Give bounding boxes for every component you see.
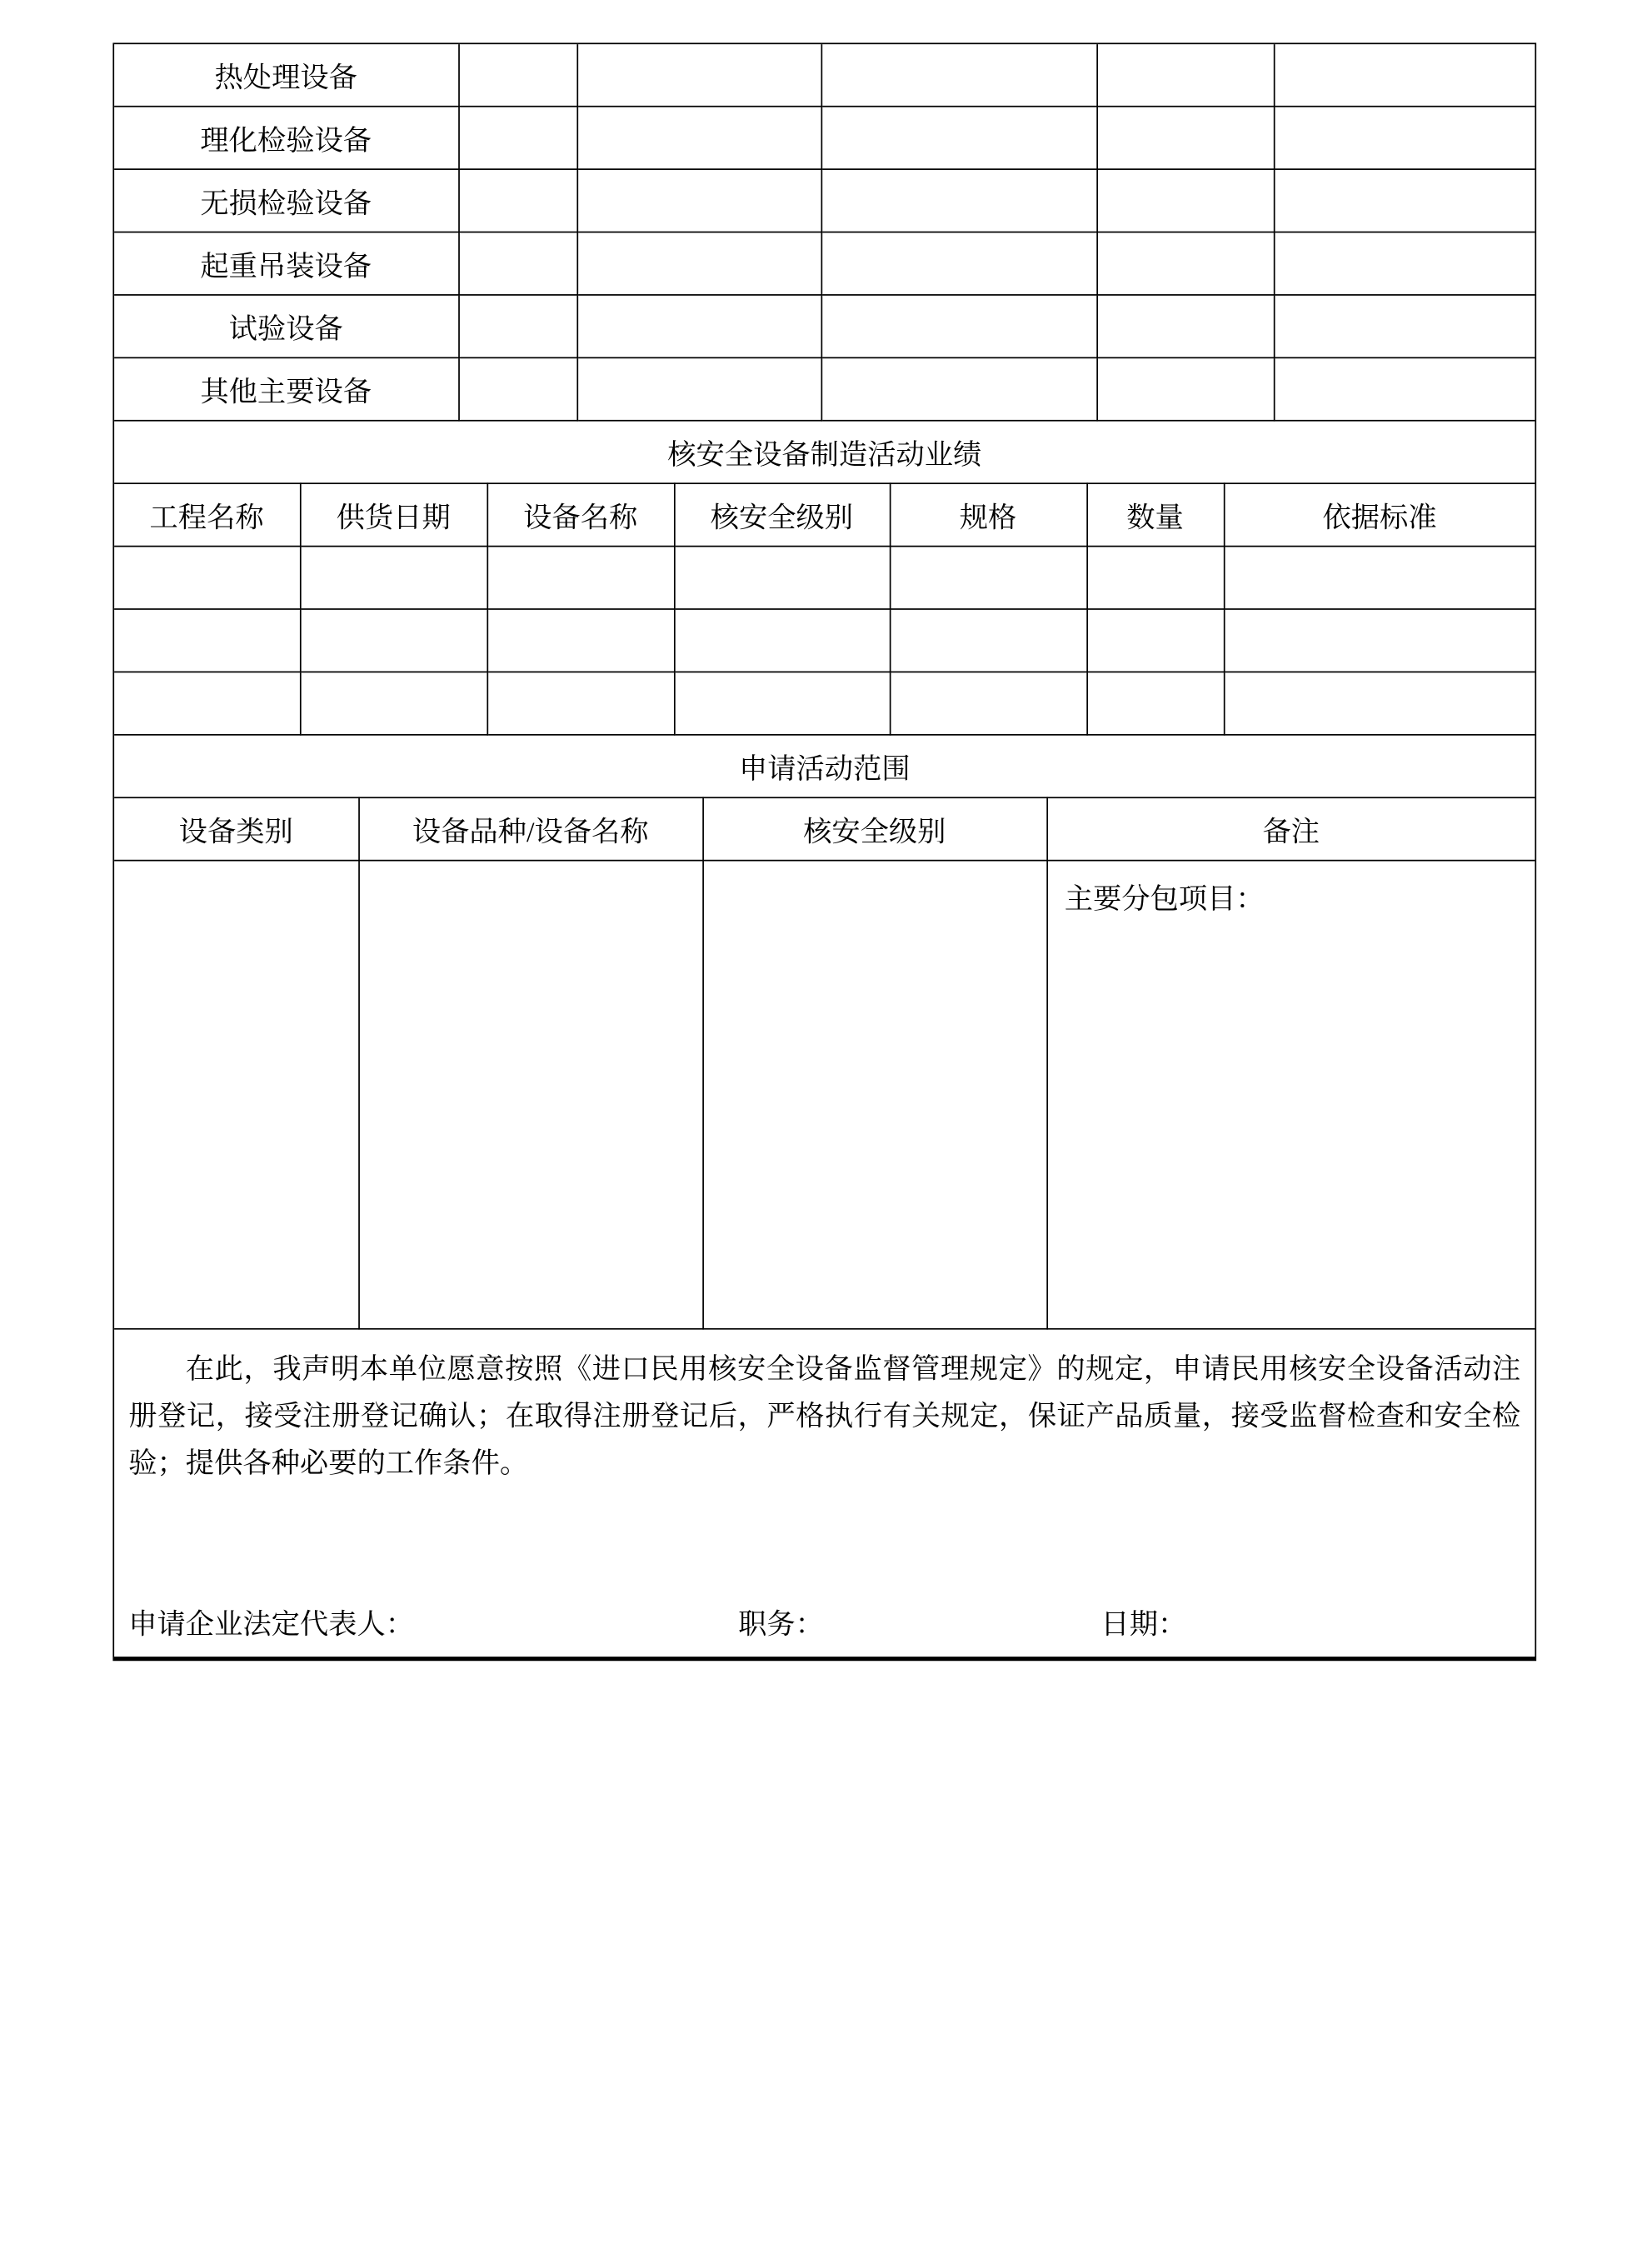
equipment-cell[interactable] [458, 44, 576, 107]
equipment-cell[interactable] [821, 44, 1096, 107]
performance-cell[interactable] [1224, 609, 1535, 672]
scope-safety-class-cell[interactable] [702, 861, 1046, 1329]
equipment-cell[interactable] [821, 232, 1096, 295]
performance-cell[interactable] [300, 547, 487, 609]
performance-row [114, 672, 1535, 734]
scope-header: 设备类别 [114, 797, 358, 860]
performance-cell[interactable] [1086, 609, 1224, 672]
performance-table [114, 422, 1535, 736]
scope-header: 核安全级别 [702, 797, 1046, 860]
equipment-cell[interactable] [576, 44, 821, 107]
performance-header: 工程名称 [114, 483, 300, 546]
scope-equipment-name-cell[interactable] [358, 861, 702, 1329]
equipment-type-label: 无损检验设备 [114, 169, 458, 232]
equipment-row [114, 169, 1535, 232]
equipment-cell[interactable] [458, 357, 576, 420]
performance-header: 核安全级别 [674, 483, 890, 546]
performance-title: 核安全设备制造活动业绩 [114, 422, 1535, 484]
performance-row [114, 547, 1535, 609]
performance-cell[interactable] [114, 672, 300, 734]
performance-cell[interactable] [1224, 547, 1535, 609]
representative-label: 申请企业法定代表人： [128, 1609, 415, 1642]
performance-cell[interactable] [114, 609, 300, 672]
scope-header: 备注 [1046, 797, 1535, 860]
performance-cell[interactable] [674, 547, 890, 609]
equipment-cell[interactable] [1096, 357, 1274, 420]
date-label: 日期： [1101, 1609, 1187, 1642]
equipment-cell[interactable] [1274, 357, 1535, 420]
equipment-table [114, 44, 1535, 421]
performance-cell[interactable] [674, 609, 890, 672]
declaration-section [114, 1330, 1535, 1657]
equipment-cell[interactable] [1096, 44, 1274, 107]
performance-cell[interactable] [1086, 672, 1224, 734]
performance-cell[interactable] [300, 609, 487, 672]
equipment-type-label: 热处理设备 [114, 44, 458, 107]
equipment-cell[interactable] [458, 295, 576, 357]
equipment-cell[interactable] [576, 107, 821, 169]
scope-table [114, 736, 1535, 1330]
performance-header: 设备名称 [487, 483, 674, 546]
equipment-cell[interactable] [458, 169, 576, 232]
performance-header: 供货日期 [300, 483, 487, 546]
equipment-cell[interactable] [576, 232, 821, 295]
performance-cell[interactable] [674, 672, 890, 734]
scope-category-cell[interactable] [114, 861, 358, 1329]
equipment-type-label: 其他主要设备 [114, 357, 458, 420]
equipment-row [114, 232, 1535, 295]
performance-cell[interactable] [890, 609, 1087, 672]
equipment-type-label: 理化检验设备 [114, 107, 458, 169]
performance-cell[interactable] [1224, 672, 1535, 734]
scope-header: 设备品种/设备名称 [358, 797, 702, 860]
equipment-cell[interactable] [576, 357, 821, 420]
equipment-type-label: 试验设备 [114, 295, 458, 357]
equipment-cell[interactable] [1096, 295, 1274, 357]
performance-cell[interactable] [114, 547, 300, 609]
equipment-cell[interactable] [1096, 107, 1274, 169]
equipment-cell[interactable] [1096, 169, 1274, 232]
performance-header: 依据标准 [1224, 483, 1535, 546]
performance-cell[interactable] [487, 547, 674, 609]
equipment-cell[interactable] [1274, 107, 1535, 169]
equipment-cell[interactable] [821, 357, 1096, 420]
scope-title: 申请活动范围 [114, 736, 1535, 798]
equipment-cell[interactable] [1274, 295, 1535, 357]
remarks-label: 主要分包项目： [1064, 883, 1265, 916]
position-label: 职务： [738, 1609, 824, 1642]
equipment-cell[interactable] [1274, 169, 1535, 232]
performance-cell[interactable] [890, 547, 1087, 609]
equipment-cell[interactable] [821, 169, 1096, 232]
performance-header: 规格 [890, 483, 1087, 546]
performance-cell[interactable] [1086, 547, 1224, 609]
declaration-text: 在此，我声明本单位愿意按照《进口民用核安全设备监督管理规定》的规定，申请民用核安全设备活动注册登记，接受注册登记确认；在取得注册登记后，严格执行有关规定，保证产品质量，接受监督检查和安全检验；提供各种必要的工作条件。 [128, 1353, 1521, 1480]
equipment-row [114, 44, 1535, 107]
equipment-row [114, 357, 1535, 420]
scope-remarks-cell[interactable] [1046, 861, 1535, 1329]
equipment-cell[interactable] [576, 169, 821, 232]
equipment-cell[interactable] [821, 107, 1096, 169]
equipment-cell[interactable] [458, 232, 576, 295]
equipment-row [114, 107, 1535, 169]
equipment-type-label: 起重吊装设备 [114, 232, 458, 295]
performance-cell[interactable] [300, 672, 487, 734]
performance-row [114, 609, 1535, 672]
equipment-cell[interactable] [1274, 232, 1535, 295]
form-frame [112, 42, 1536, 1661]
equipment-cell[interactable] [458, 107, 576, 169]
equipment-row [114, 295, 1535, 357]
performance-cell[interactable] [487, 609, 674, 672]
equipment-cell[interactable] [576, 295, 821, 357]
performance-header: 数量 [1086, 483, 1224, 546]
equipment-cell[interactable] [1096, 232, 1274, 295]
performance-cell[interactable] [890, 672, 1087, 734]
equipment-cell[interactable] [1274, 44, 1535, 107]
equipment-cell[interactable] [821, 295, 1096, 357]
performance-cell[interactable] [487, 672, 674, 734]
